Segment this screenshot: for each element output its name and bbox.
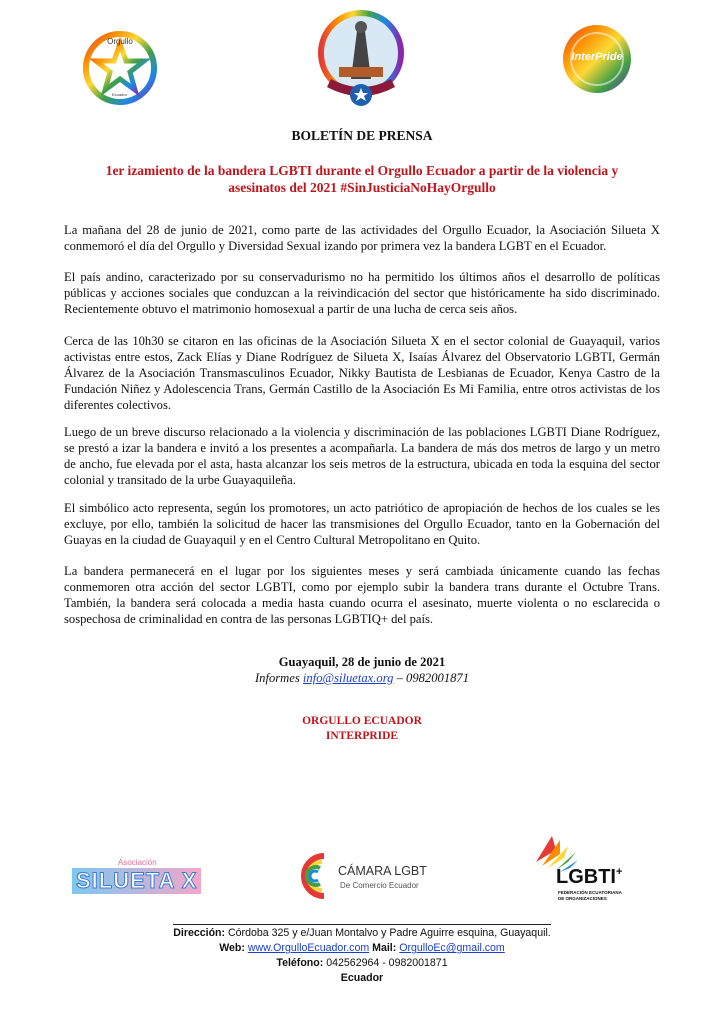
phone-text: 042562964 - 0982001871 xyxy=(326,957,448,969)
lgbti-logo-text xyxy=(556,866,622,889)
web-link[interactable]: www.OrgulloEcuador.com xyxy=(247,942,370,954)
place-date: Guayaquil, 28 de junio de 2021 xyxy=(278,655,446,669)
headline-line-2: asesinatos del 2021 #SinJusticiaNoHayOrgullo xyxy=(228,180,496,195)
paragraph-6: La bandera permanecerá en el lugar por los siguientes meses y será cambiada únicamente cuando las fechas conmemoren otra acción del sector LGBTI, como por ejemplo subir la bandera trans durante el Octubre Trans. También, la bandera será colocada a media hasta cuando ocurra el asesinato, muerte violenta o no esclarecida o sospechosa de criminalidad en contra de las personas LGBTIQ+ del país. xyxy=(64,564,660,626)
lgbti-logo-plus: + xyxy=(616,866,623,878)
paragraph-1: La mañana del 28 de junio de 2021, como parte de las actividades del Orgullo Ecuador, la Asociación Silueta X conmemoró el día del Orgullo y Diversidad Sexual izando por primera vez la bandera LGBT en el Ecuador. xyxy=(64,223,660,253)
orgullo-ecuador-logo xyxy=(82,30,158,106)
camara-lgbt-logo xyxy=(294,850,434,902)
paragraph-3: Cerca de las 10h30 se citaron en las oficinas de la Asociación Silueta X en el sector colonial de Guayaquil, varios activistas entre estos, Zack Elías y Diane Rodríguez de Silueta X, Isaías Álvarez del Observatorio LGBTI, Germán Álvarez de la Asociación Transmasculinos Ecuador, Nikky Bautista de Lesbianas de Ecuador, Kenya Castro de la Fundación Niñez y Adolescencia Trans, Germán Castillo de la Asociación Es Mi Familia, entre otros activistas de los diferentes colectivos. xyxy=(64,334,660,412)
paragraph-5: El simbólico acto representa, según los promotores, un acto patriótico de apropiación de hechos de los cuales se les excluye, por ello, también la solicitud de hacer las transmisiones del Orgullo Ecuador, tanto en la Gobernación del Guayas en la ciudad de Guayaquil y en el Centro Cultural Metropolitano en Quito. xyxy=(64,501,660,547)
address-label: Dirección: xyxy=(173,927,226,939)
camara-logo-subtitle: De Comercio Ecuador xyxy=(340,881,419,890)
footer-divider xyxy=(173,924,551,925)
silueta-x-logo xyxy=(70,858,220,898)
lgbti-logo-subtext-1: FEDERACIÓN ECUATORIANA xyxy=(558,890,622,895)
footer-phone xyxy=(0,956,724,971)
silueta-logo-small-text: Asociación xyxy=(118,858,157,867)
paragraph-4: Luego de un breve discurso relacionado a la violencia y discriminación de las poblaciones LGBTI Diane Rodríguez, se prestó a izar la bandera e invitó a los presentes a acompañarla. La bandera de más dos metros de largo y un metro de ancho, fue elevada por el asta, hasta alcanzar los seis metros de la estructura, ubicada en toda la esquina del sector colonial y transitado de la urbe Guayaquileña. xyxy=(64,425,660,487)
lgbti-logo-word: LGBTI xyxy=(556,866,616,888)
org-orgullo-ecuador: ORGULLO ECUADOR xyxy=(302,715,422,727)
lgbti-logo-subtext-2: DE ORGANIZACIONES xyxy=(558,896,607,901)
page-title: BOLETÍN DE PRENSA xyxy=(291,128,433,143)
footer-web-mail xyxy=(0,941,724,956)
headline xyxy=(60,162,664,196)
orgullo-logo-text: Orgullo xyxy=(107,37,133,46)
country-text: Ecuador xyxy=(340,972,384,984)
interpride-logo-text: InterPride xyxy=(571,51,623,63)
lgbti-federation-logo xyxy=(530,832,640,912)
info-label: Informes xyxy=(254,671,300,685)
mail-label: Mail: xyxy=(372,942,397,954)
paragraph-2: El país andino, caracterizado por su conservadurismo no ha permitido los últimos años el desarrollo de políticas públicas y acciones sociales que conduzcan a la reivindicación del sector que históricamente ha sido discriminado. Recientemente obtuvo el matrimonio homosexual a partir de una lucha de cerca seis años. xyxy=(64,270,660,316)
signature-orgs xyxy=(0,714,724,744)
footer-address xyxy=(0,926,724,941)
address-text: Córdoba 325 y e/Juan Montalvo y Padre Aguirre esquina, Guayaquil. xyxy=(228,927,551,939)
central-emblem-logo xyxy=(313,9,409,109)
mail-link[interactable]: OrgulloEc@gmail.com xyxy=(399,942,505,954)
camara-logo-title: CÁMARA LGBT xyxy=(338,864,427,878)
org-interpride: INTERPRIDE xyxy=(325,730,399,742)
lgbti-logo-subtext xyxy=(558,890,622,902)
contact-info xyxy=(0,671,724,686)
orgullo-logo-subtext: Ecuador xyxy=(112,92,127,97)
phone-label: Teléfono: xyxy=(276,957,324,969)
footer-country xyxy=(0,971,724,986)
info-email-link[interactable]: info@siluetax.org xyxy=(302,671,394,685)
info-phone: – 0982001871 xyxy=(396,671,470,685)
headline-line-1: 1er izamiento de la bandera LGBTI durante el Orgullo Ecuador a partir de la violencia y xyxy=(105,163,619,178)
silueta-logo-text: SILUETA X xyxy=(72,868,201,894)
interpride-logo xyxy=(562,24,632,94)
web-label: Web: xyxy=(219,942,245,954)
